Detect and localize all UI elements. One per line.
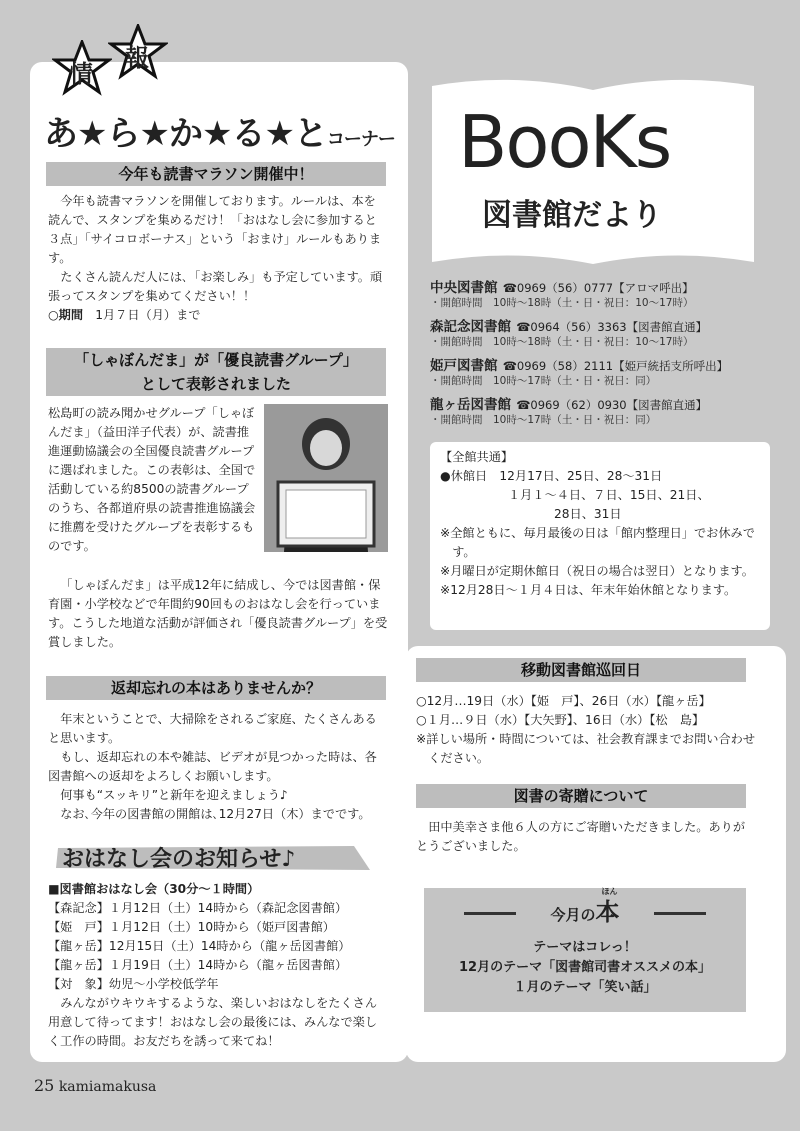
donation-body: 田中美幸さま他６人の方にご寄贈いただきました。ありがとうございました。 — [416, 820, 746, 853]
books-logo: BooKs — [458, 100, 671, 184]
library-item — [430, 393, 770, 428]
marathon-body — [48, 192, 386, 325]
books-header — [428, 72, 758, 268]
story-row: 【森記念】１月12日（土）14時から（森記念図書館） — [48, 901, 348, 915]
story-title-text: おはなし会のお知らせ♪ — [62, 847, 296, 872]
monthly-title — [424, 887, 746, 927]
badge-jo — [52, 40, 112, 100]
monthly-title-pre: 今月の — [550, 906, 596, 924]
marathon-title: 今年も読書マラソン開催中！ — [46, 162, 386, 186]
award-body1: 松島町の読み聞かせグループ「しゃぼんだま」（益田洋子代表）が、読書推進運動協議会の全国優良読書グループに選ばれました。この表彰は、全国で活動している約8500の読書グループのうち、各都道府県の読書推進協議会に推薦を受けたグループを表彰するものです。 — [48, 406, 256, 553]
closed2: １月１～４日、７日、15日、21日、 — [508, 488, 710, 502]
mobile-title: 移動図書館巡回日 — [416, 658, 746, 682]
library-tel: ☎0969（56）0777【アロマ呼出】 — [502, 281, 694, 295]
library-name: 森記念図書館 — [430, 319, 511, 335]
library-tel: ☎0969（58）2111【姫戸統括支所呼出】 — [502, 359, 729, 373]
award-photo — [264, 404, 388, 552]
library-name: 中央図書館 — [430, 280, 498, 296]
corner-title-text: あ★ら★か★る★と — [44, 114, 327, 154]
mobile-body — [416, 692, 756, 768]
theme-dec: 12月のテーマ「図書館司書オススメの本」 — [459, 960, 711, 975]
award-title — [46, 348, 386, 396]
library-tel: ☎0969（62）0930【図書館直通】 — [516, 398, 708, 412]
return-body1: 年末ということで、大掃除をされるご家庭、たくさんあると思います。 — [48, 712, 377, 745]
closed-label: ●休館日 — [440, 469, 488, 483]
mobile-note: ※詳しい場所・時間については、社会教育課までお問い合わせください。 — [416, 732, 756, 765]
theme-jan: １月のテーマ「笑い話」 — [513, 980, 657, 995]
note2: ※月曜日が定期休館日（祝日の場合は翌日）となります。 — [440, 564, 754, 578]
badge-jo-text: 情 — [69, 60, 93, 88]
badge-ho — [108, 24, 168, 84]
monthly-book-box — [424, 888, 746, 1012]
monthly-title-main: 本 — [595, 898, 620, 926]
note3: ※12月28日～１月４日は、年末年始休館となります。 — [440, 583, 737, 597]
story-row: 【龍ヶ岳】12月15日（土）14時から（龍ヶ岳図書館） — [48, 939, 351, 953]
library-item — [430, 354, 770, 389]
return-body2: もし、返却忘れの本や雑誌、ビデオが見つかった時は、各図書館への返却をよろしくお願いします。 — [48, 750, 377, 783]
marathon-body1: 今年も読書マラソンを開催しております。ルールは、本を読んで、スタンプを集めるだけ！「おはなし会に参加すると３点」「サイコロボーナス」という「おまけ」ルールもあります。 — [48, 194, 382, 265]
common-info — [440, 448, 766, 600]
monthly-ruby: ほん — [601, 887, 618, 896]
footer-brand: kamiamakusa — [58, 1079, 157, 1095]
monthly-themes — [424, 938, 746, 998]
library-hours: ・開館時間 10時～17時（土・日・祝日：同） — [430, 414, 657, 426]
period-label: ○期間 — [48, 308, 84, 322]
marathon-period — [48, 306, 386, 325]
library-hours: ・開館時間 10時～17時（土・日・祝日：同） — [430, 375, 657, 387]
library-name: 龍ヶ岳図書館 — [430, 397, 511, 413]
return-title: 返却忘れの本はありませんか？ — [46, 676, 386, 700]
corner-title — [44, 106, 395, 155]
story-subtitle: ■図書館おはなし会（30分～１時間） — [48, 882, 260, 896]
story-row: 【龍ヶ岳】１月19日（土）14時から（龍ヶ岳図書館） — [48, 958, 348, 972]
theme-label: テーマはコレっ！ — [533, 940, 637, 955]
closed1: 12月17日、25日、28～31日 — [499, 469, 663, 483]
return-body3: 何事も“スッキリ”と新年を迎えましょう♪ — [60, 788, 288, 802]
donation-title: 図書の寄贈について — [416, 784, 746, 808]
library-tel: ☎0964（56）3363【図書館直通】 — [516, 320, 708, 334]
story-row: 【姫 戸】１月12日（土）10時から（姫戸図書館） — [48, 920, 335, 934]
return-body — [48, 710, 388, 824]
library-hours: ・開館時間 10時～18時（土・日・祝日：10～17時） — [430, 336, 694, 348]
award-body2: 「しゃぼんだま」は平成12年に結成し、今では図書館・保育園・小学校などで年間約90回ものおはなし会を行っています。こうした地道な活動が評価され「優良読書グループ」を受賞しました。 — [48, 578, 388, 649]
note1: ※全館ともに、毎月最後の日は「館内整理日」でお休みです。 — [440, 526, 755, 559]
return-body4: なお､今年の図書館の開館は､12月27日（木）までです。 — [60, 807, 371, 821]
page-number: 25 — [34, 1076, 55, 1095]
footer — [34, 1076, 156, 1095]
common-label: 【全館共通】 — [440, 450, 514, 464]
marathon-body2: たくさん読んだ人には､「お楽しみ」も予定しています。頑張ってスタンプを集めてください！！ — [48, 270, 383, 303]
library-name: 姫戸図書館 — [430, 358, 498, 374]
corner-suffix: コーナー — [326, 129, 395, 150]
story-row: 【対 象】幼児～小学校低学年 — [48, 977, 219, 991]
library-hours: ・開館時間 10時～18時（土・日・祝日：10～17時） — [430, 297, 694, 309]
mobile-row2: ○１月…９日（水）【大矢野】、16日（水）【松 島】 — [416, 713, 705, 727]
library-item — [430, 315, 770, 350]
closed-line1 — [440, 467, 766, 486]
books-subtitle: 図書館だより — [482, 198, 662, 233]
badge-ho-text: 報 — [125, 44, 149, 72]
award-title2: として表彰されました — [140, 375, 291, 393]
library-list — [430, 276, 770, 428]
library-item — [430, 276, 770, 311]
award-title1: 「しゃぼんだま」が「優良読書グループ」 — [74, 351, 358, 369]
monthly-title-main-wrap — [595, 887, 620, 927]
mobile-row1: ○12月…19日（水）【姫 戸】、26日（水）【龍ヶ岳】 — [416, 694, 711, 708]
closed3: 28日、31日 — [554, 507, 622, 521]
story-body — [48, 880, 388, 1051]
story-text: みんながウキウキするような、楽しいおはなしをたくさん用意して待ってます！おはなし会の最後には、みんなで楽しく工作の時間。お友だちを誘って来てね！ — [48, 996, 378, 1048]
period-value: 1月７日（月）まで — [95, 308, 201, 322]
story-title — [54, 842, 374, 872]
